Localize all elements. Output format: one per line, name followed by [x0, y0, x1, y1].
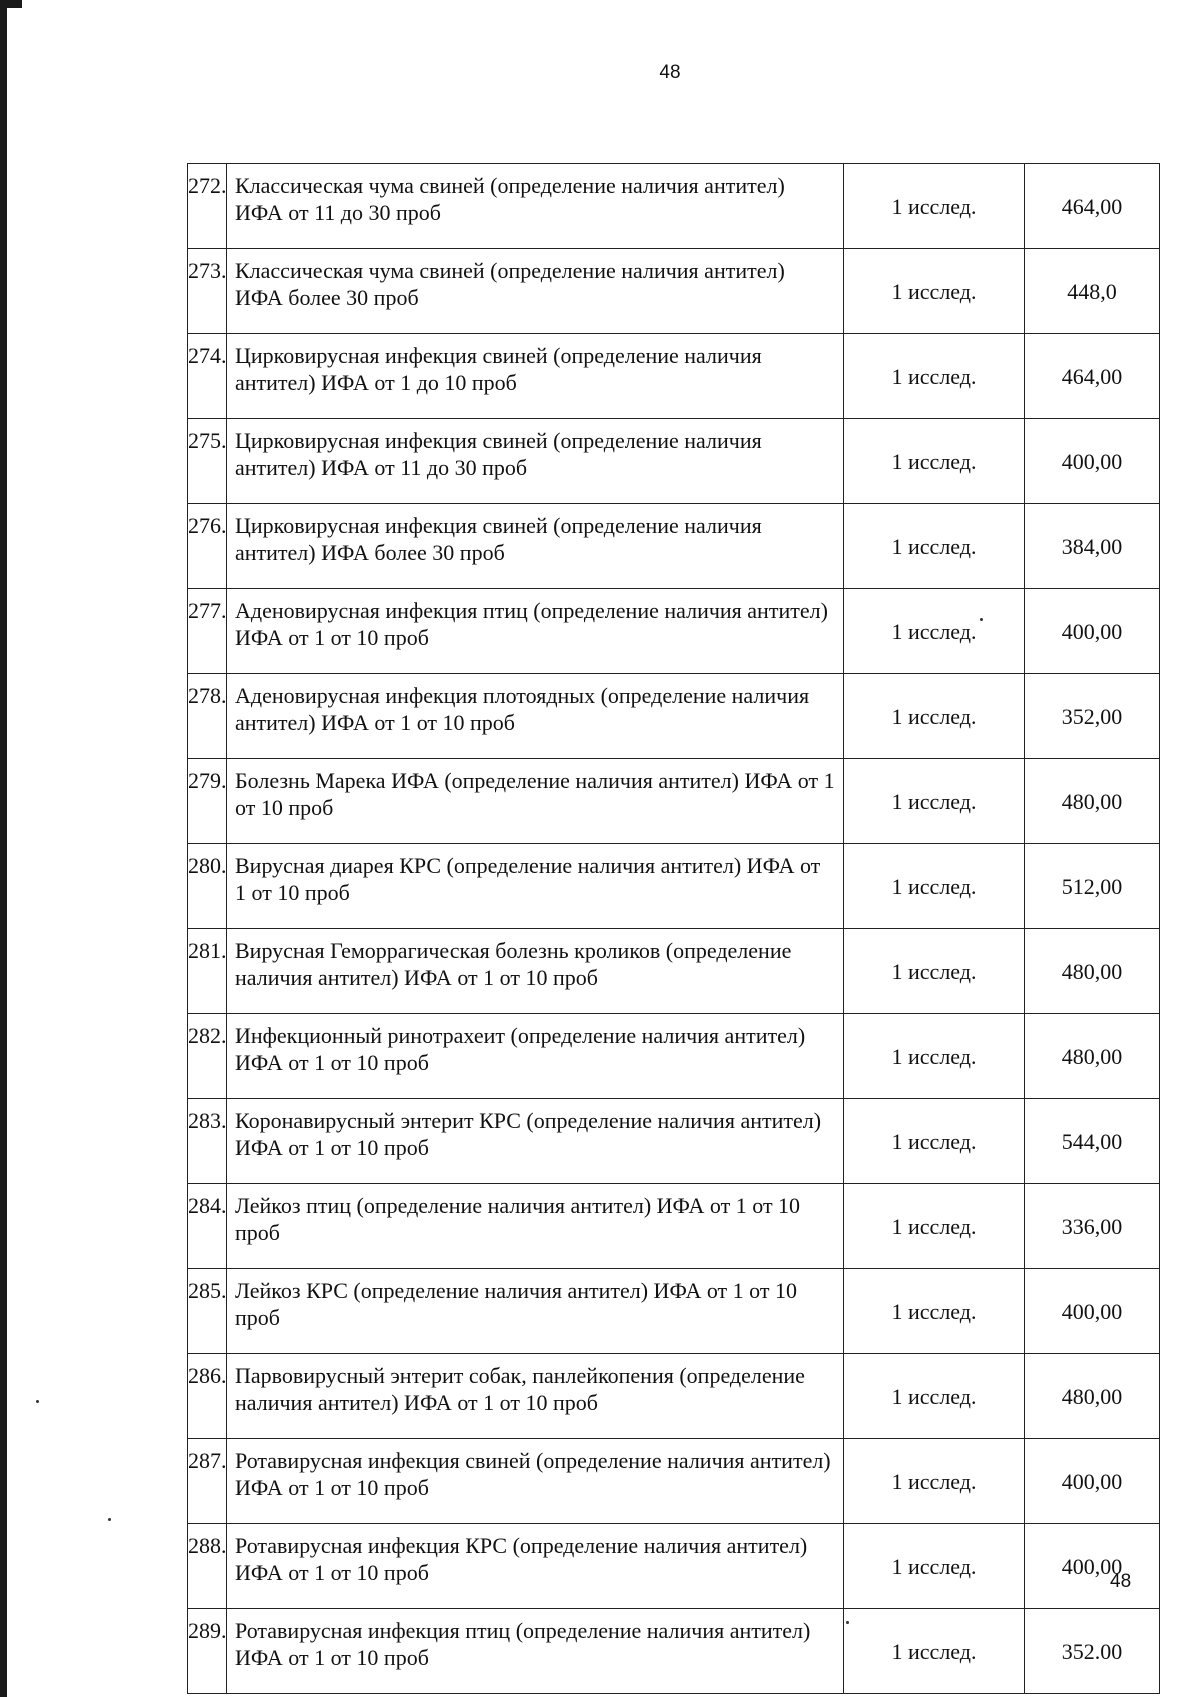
unit-cell: 1 исслед.: [844, 674, 1025, 759]
price-cell: 400,00: [1025, 589, 1160, 674]
row-number: 283.: [188, 1099, 227, 1184]
service-name: Ротавирусная инфекция свиней (определение наличия антител) ИФА от 1 от 10 проб: [227, 1439, 844, 1524]
service-name: Аденовирусная инфекция птиц (определение наличия антител) ИФА от 1 от 10 проб: [227, 589, 844, 674]
row-number: 272.: [188, 164, 227, 249]
service-name: Коронавирусный энтерит КРС (определение наличия антител) ИФА от 1 от 10 проб: [227, 1099, 844, 1184]
price-cell: 336,00: [1025, 1184, 1160, 1269]
table-row: [188, 1439, 1160, 1524]
price-cell: 464,00: [1025, 334, 1160, 419]
price-cell: 400,00: [1025, 419, 1160, 504]
scan-corner-shadow: [0, 0, 22, 8]
unit-cell: 1 исслед.: [844, 759, 1025, 844]
service-name: Ротавирусная инфекция КРС (определение наличия антител) ИФА от 1 от 10 проб: [227, 1524, 844, 1609]
service-name: Болезнь Марека ИФА (определение наличия антител) ИФА от 1 от 10 проб: [227, 759, 844, 844]
table-row: [188, 1014, 1160, 1099]
service-name: Лейкоз птиц (определение наличия антител) ИФА от 1 от 10 проб: [227, 1184, 844, 1269]
table-row: [188, 759, 1160, 844]
unit-cell: 1 исслед.: [844, 1099, 1025, 1184]
unit-cell: 1 исслед.: [844, 1184, 1025, 1269]
row-number: 288.: [188, 1524, 227, 1609]
row-number: 276.: [188, 504, 227, 589]
service-name: Вирусная диарея КРС (определение наличия антител) ИФА от 1 от 10 проб: [227, 844, 844, 929]
price-cell: 400,00: [1025, 1439, 1160, 1524]
table-row: [188, 1099, 1160, 1184]
scan-speck: [36, 1400, 39, 1403]
table-row: [188, 674, 1160, 759]
row-number: 273.: [188, 249, 227, 334]
row-number: 284.: [188, 1184, 227, 1269]
page-number-top: 48: [659, 62, 681, 83]
price-cell: 464,00: [1025, 164, 1160, 249]
price-cell: 480,00: [1025, 929, 1160, 1014]
row-number: 282.: [188, 1014, 227, 1099]
row-number: 278.: [188, 674, 227, 759]
unit-cell: 1 исслед.: [844, 1269, 1025, 1354]
service-name: Лейкоз КРС (определение наличия антител) ИФА от 1 от 10 проб: [227, 1269, 844, 1354]
price-cell: 448,0: [1025, 249, 1160, 334]
unit-cell: 1 исслед.: [844, 1439, 1025, 1524]
scan-edge-shadow: [0, 0, 7, 1697]
table-row: [188, 1269, 1160, 1354]
scan-speck: [108, 1518, 111, 1521]
page-number-bottom: 48: [1110, 1571, 1132, 1592]
service-name: Классическая чума свиней (определение наличия антител) ИФА от 11 до 30 проб: [227, 164, 844, 249]
row-number: 281.: [188, 929, 227, 1014]
price-cell: 480,00: [1025, 1014, 1160, 1099]
row-number: 287.: [188, 1439, 227, 1524]
unit-cell: 1 исслед.: [844, 929, 1025, 1014]
service-name: Парвовирусный энтерит собак, панлейкопения (определение наличия антител) ИФА от 1 от 10 проб: [227, 1354, 844, 1439]
scan-speck: [980, 618, 983, 621]
row-number: 280.: [188, 844, 227, 929]
table-row: [188, 1184, 1160, 1269]
unit-cell: 1 исслед.: [844, 844, 1025, 929]
table-row: [188, 1524, 1160, 1609]
table-row: [188, 504, 1160, 589]
price-table: [187, 163, 1160, 1694]
price-cell: 400,00: [1025, 1269, 1160, 1354]
price-table-body: [188, 164, 1160, 1694]
unit-cell: 1 исслед.: [844, 1609, 1025, 1694]
price-cell: 352,00: [1025, 674, 1160, 759]
table-row: [188, 929, 1160, 1014]
row-number: 275.: [188, 419, 227, 504]
price-cell: 384,00: [1025, 504, 1160, 589]
price-cell: 544,00: [1025, 1099, 1160, 1184]
service-name: Цирковирусная инфекция свиней (определение наличия антител) ИФА более 30 проб: [227, 504, 844, 589]
row-number: 289.: [188, 1609, 227, 1694]
unit-cell: 1 исслед.: [844, 589, 1025, 674]
unit-cell: 1 исслед.: [844, 504, 1025, 589]
service-name: Классическая чума свиней (определение наличия антител) ИФА более 30 проб: [227, 249, 844, 334]
unit-cell: 1 исслед.: [844, 249, 1025, 334]
scan-speck: [846, 1621, 849, 1624]
row-number: 277.: [188, 589, 227, 674]
unit-cell: 1 исслед.: [844, 1354, 1025, 1439]
service-name: Цирковирусная инфекция свиней (определение наличия антител) ИФА от 11 до 30 проб: [227, 419, 844, 504]
table-row: [188, 249, 1160, 334]
unit-cell: 1 исслед.: [844, 419, 1025, 504]
price-cell: 480,00: [1025, 759, 1160, 844]
unit-cell: 1 исслед.: [844, 1014, 1025, 1099]
table-row: [188, 1354, 1160, 1439]
row-number: 285.: [188, 1269, 227, 1354]
table-row: [188, 334, 1160, 419]
row-number: 274.: [188, 334, 227, 419]
price-cell: 480,00: [1025, 1354, 1160, 1439]
price-cell: 352.00: [1025, 1609, 1160, 1694]
unit-cell: 1 исслед.: [844, 1524, 1025, 1609]
service-name: Вирусная Геморрагическая болезнь кроликов (определение наличия антител) ИФА от 1 от 10 проб: [227, 929, 844, 1014]
table-row: [188, 419, 1160, 504]
price-cell: 400,00: [1025, 1524, 1160, 1609]
table-row: [188, 164, 1160, 249]
table-row: [188, 844, 1160, 929]
service-name: Цирковирусная инфекция свиней (определение наличия антител) ИФА от 1 до 10 проб: [227, 334, 844, 419]
row-number: 286.: [188, 1354, 227, 1439]
row-number: 279.: [188, 759, 227, 844]
service-name: Ротавирусная инфекция птиц (определение наличия антител) ИФА от 1 от 10 проб: [227, 1609, 844, 1694]
table-row: [188, 1609, 1160, 1694]
service-name: Аденовирусная инфекция плотоядных (определение наличия антител) ИФА от 1 от 10 проб: [227, 674, 844, 759]
price-cell: 512,00: [1025, 844, 1160, 929]
table-row: [188, 589, 1160, 674]
unit-cell: 1 исслед.: [844, 164, 1025, 249]
service-name: Инфекционный ринотрахеит (определение наличия антител) ИФА от 1 от 10 проб: [227, 1014, 844, 1099]
unit-cell: 1 исслед.: [844, 334, 1025, 419]
